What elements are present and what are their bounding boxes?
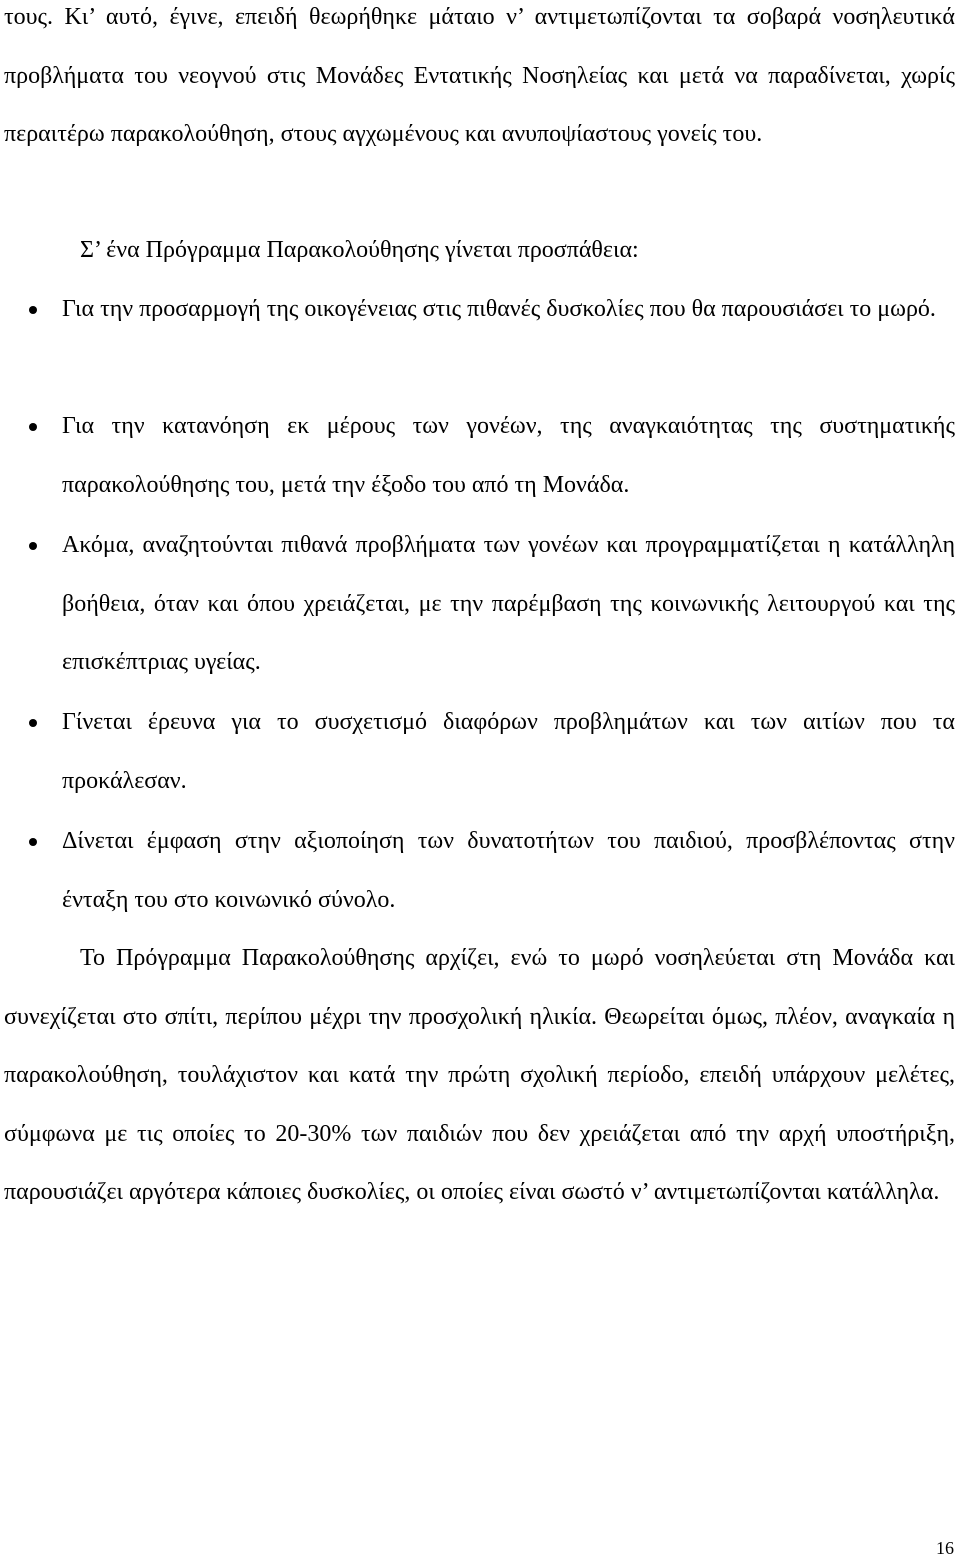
page-number: 16 bbox=[936, 1538, 954, 1558]
bullet-item-parent-problems: Ακόμα, αναζητούνται πιθανά προβλήματα των γονέων και προγραμματίζεται η κατάλληλη βοήθεια, όταν και όπου χρειάζεται, με την παρέμβαση της κοινωνικής λειτουργού και της επισκέπτριας υγείας. bbox=[62, 516, 955, 692]
opening-paragraph: τους. Κι’ αυτό, έγινε, επειδή θεωρήθηκε μάταιο ν’ αντιμετωπίζονται τα σοβαρά νοσηλευτικά προβλήματα του νεογνού στις Μονάδες Εντατικής Νοσηλείας και μετά να παραδίνεται, χωρίς περαιτέρω παρακολούθηση, στους αγχωμένους και ανυποψίαστους γονείς του. bbox=[4, 4, 955, 147]
bullet-item-research: Γίνεται έρευνα για το συσχετισμό διαφόρων προβλημάτων και των αιτίων που τα προκάλεσαν. bbox=[62, 693, 955, 810]
bullet-item-parent-understanding: Για την κατανόηση εκ μέρους των γονέων, της αναγκαιότητας της συστηματικής παρακολούθησης του, μετά την έξοδο του από τη Μονάδα. bbox=[62, 397, 955, 514]
closing-paragraph: Το Πρόγραμμα Παρακολούθησης αρχίζει, ενώ το μωρό νοσηλεύεται στη Μονάδα και συνεχίζεται στο σπίτι, περίπου μέχρι την προσχολική ηλικία. Θεωρείται όμως, πλέον, αναγκαία η παρακολούθηση, τουλάχιστον και κατά την πρώτη σχολική περίοδο, επειδή υπάρχουν μελέτες, σύμφωνα με τις οποίες το 20-30% των παιδιών που δεν χρειάζεται από την αρχή υποστήριξη, παρουσιάζει αργότερα κάποιες δυσκολίες, οι οποίες είναι σωστό ν’ αντιμετωπίζονται κατάλληλα. bbox=[4, 945, 955, 1205]
intro-line: Σ’ ένα Πρόγραμμα Παρακολούθησης γίνεται προσπάθεια: bbox=[80, 237, 639, 263]
bullet-item-family-adaptation: Για την προσαρμογή της οικογένειας στις πιθανές δυσκολίες που θα παρουσιάσει το μωρό. bbox=[62, 280, 955, 339]
bullet-item-child-potential: Δίνεται έμφαση στην αξιοποίηση των δυνατοτήτων του παιδιού, προσβλέποντας στην ένταξη του στο κοινωνικό σύνολο. bbox=[62, 812, 955, 929]
